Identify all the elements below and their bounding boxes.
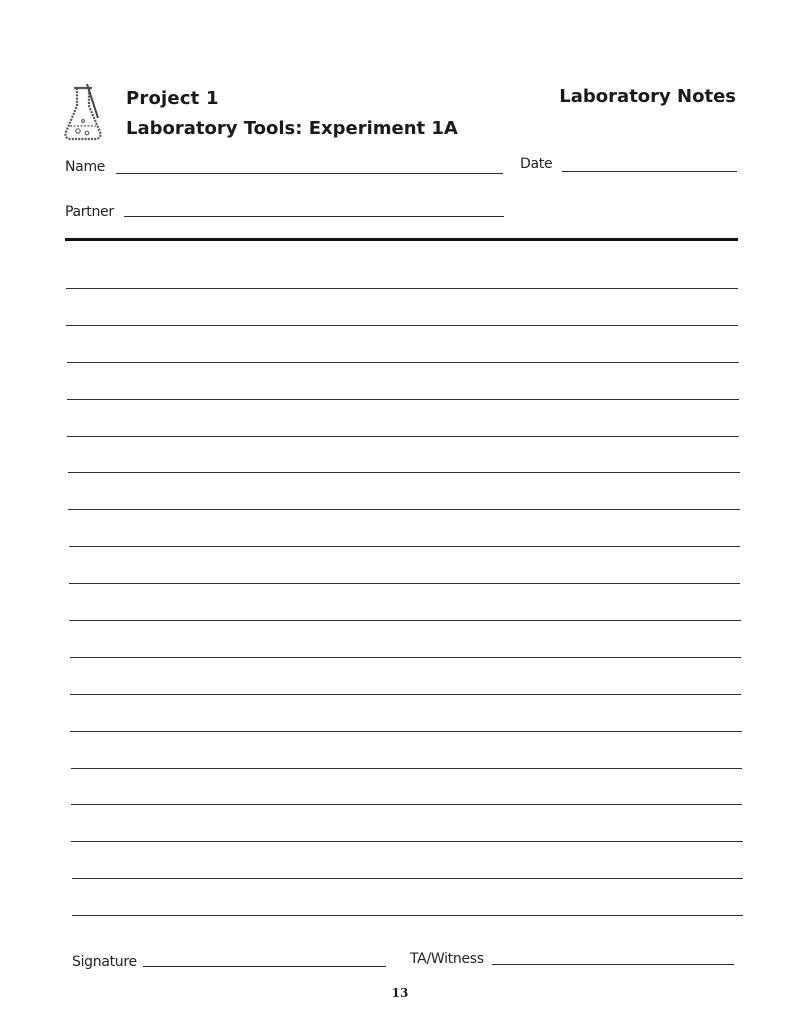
note-line[interactable] <box>70 657 742 658</box>
note-line[interactable] <box>66 288 738 289</box>
note-line[interactable] <box>69 583 741 584</box>
note-line[interactable] <box>67 362 739 363</box>
note-line[interactable] <box>70 731 741 732</box>
note-line[interactable] <box>71 804 742 805</box>
note-line[interactable] <box>69 620 741 621</box>
page-number: 13 <box>391 986 409 1000</box>
witness-field[interactable] <box>492 964 734 965</box>
note-line[interactable] <box>66 325 738 326</box>
project-title: Project 1 <box>126 88 219 109</box>
date-label: Date <box>520 156 553 172</box>
note-line[interactable] <box>68 509 740 510</box>
note-line[interactable] <box>71 768 742 769</box>
note-line[interactable] <box>67 399 739 400</box>
experiment-title: Laboratory Tools: Experiment 1A <box>126 118 458 139</box>
partner-label: Partner <box>65 204 114 220</box>
note-line[interactable] <box>72 915 743 916</box>
note-line[interactable] <box>71 841 742 842</box>
signature-label: Signature <box>72 954 137 970</box>
note-line[interactable] <box>72 878 743 879</box>
witness-label: TA/Witness <box>410 951 484 967</box>
note-line[interactable] <box>70 694 741 695</box>
section-title: Laboratory Notes <box>559 86 736 107</box>
name-label: Name <box>65 159 106 175</box>
note-line[interactable] <box>69 546 741 547</box>
note-line[interactable] <box>67 436 739 437</box>
signature-field[interactable] <box>143 966 386 967</box>
note-line[interactable] <box>68 472 740 473</box>
